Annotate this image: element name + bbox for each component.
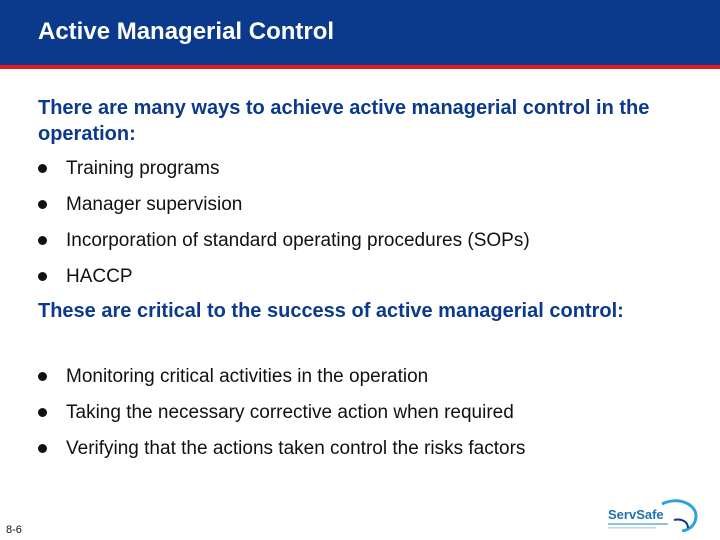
list-item-text: Incorporation of standard operating procedures (SOPs) [66, 230, 530, 251]
section-1-intro: There are many ways to achieve active managerial control in the operation: [38, 97, 650, 145]
list-item-text: Monitoring critical activities in the operation [66, 366, 429, 387]
bullet-icon [38, 236, 47, 245]
list-item-text: HACCP [66, 266, 133, 287]
list-item [38, 402, 698, 438]
list-item [38, 158, 698, 194]
logo-wordmark: ServSafe [608, 507, 664, 522]
list-item-text: Training programs [66, 158, 220, 179]
list-item-text: Manager supervision [66, 194, 243, 215]
bullet-icon [38, 164, 47, 173]
list-item [38, 266, 698, 302]
list-item-text: Taking the necessary corrective action when required [66, 402, 514, 423]
title-bar [0, 0, 720, 65]
slide-number: 8-6 [6, 524, 22, 536]
list-item [38, 194, 698, 230]
section-2-intro: These are critical to the success of active managerial control: [38, 300, 624, 322]
bullet-icon [38, 408, 47, 417]
title-underline [0, 65, 720, 69]
list-item [38, 366, 698, 402]
bullet-icon [38, 272, 47, 281]
servsafe-logo [604, 498, 700, 532]
list-item [38, 230, 698, 266]
section-1-list [38, 158, 698, 302]
bullet-icon [38, 200, 47, 209]
bullet-icon [38, 444, 47, 453]
list-item [38, 438, 698, 474]
section-2-list [38, 366, 698, 474]
list-item-text: Verifying that the actions taken control the risks factors [66, 438, 526, 459]
slide-title: Active Managerial Control [38, 18, 335, 45]
bullet-icon [38, 372, 47, 381]
